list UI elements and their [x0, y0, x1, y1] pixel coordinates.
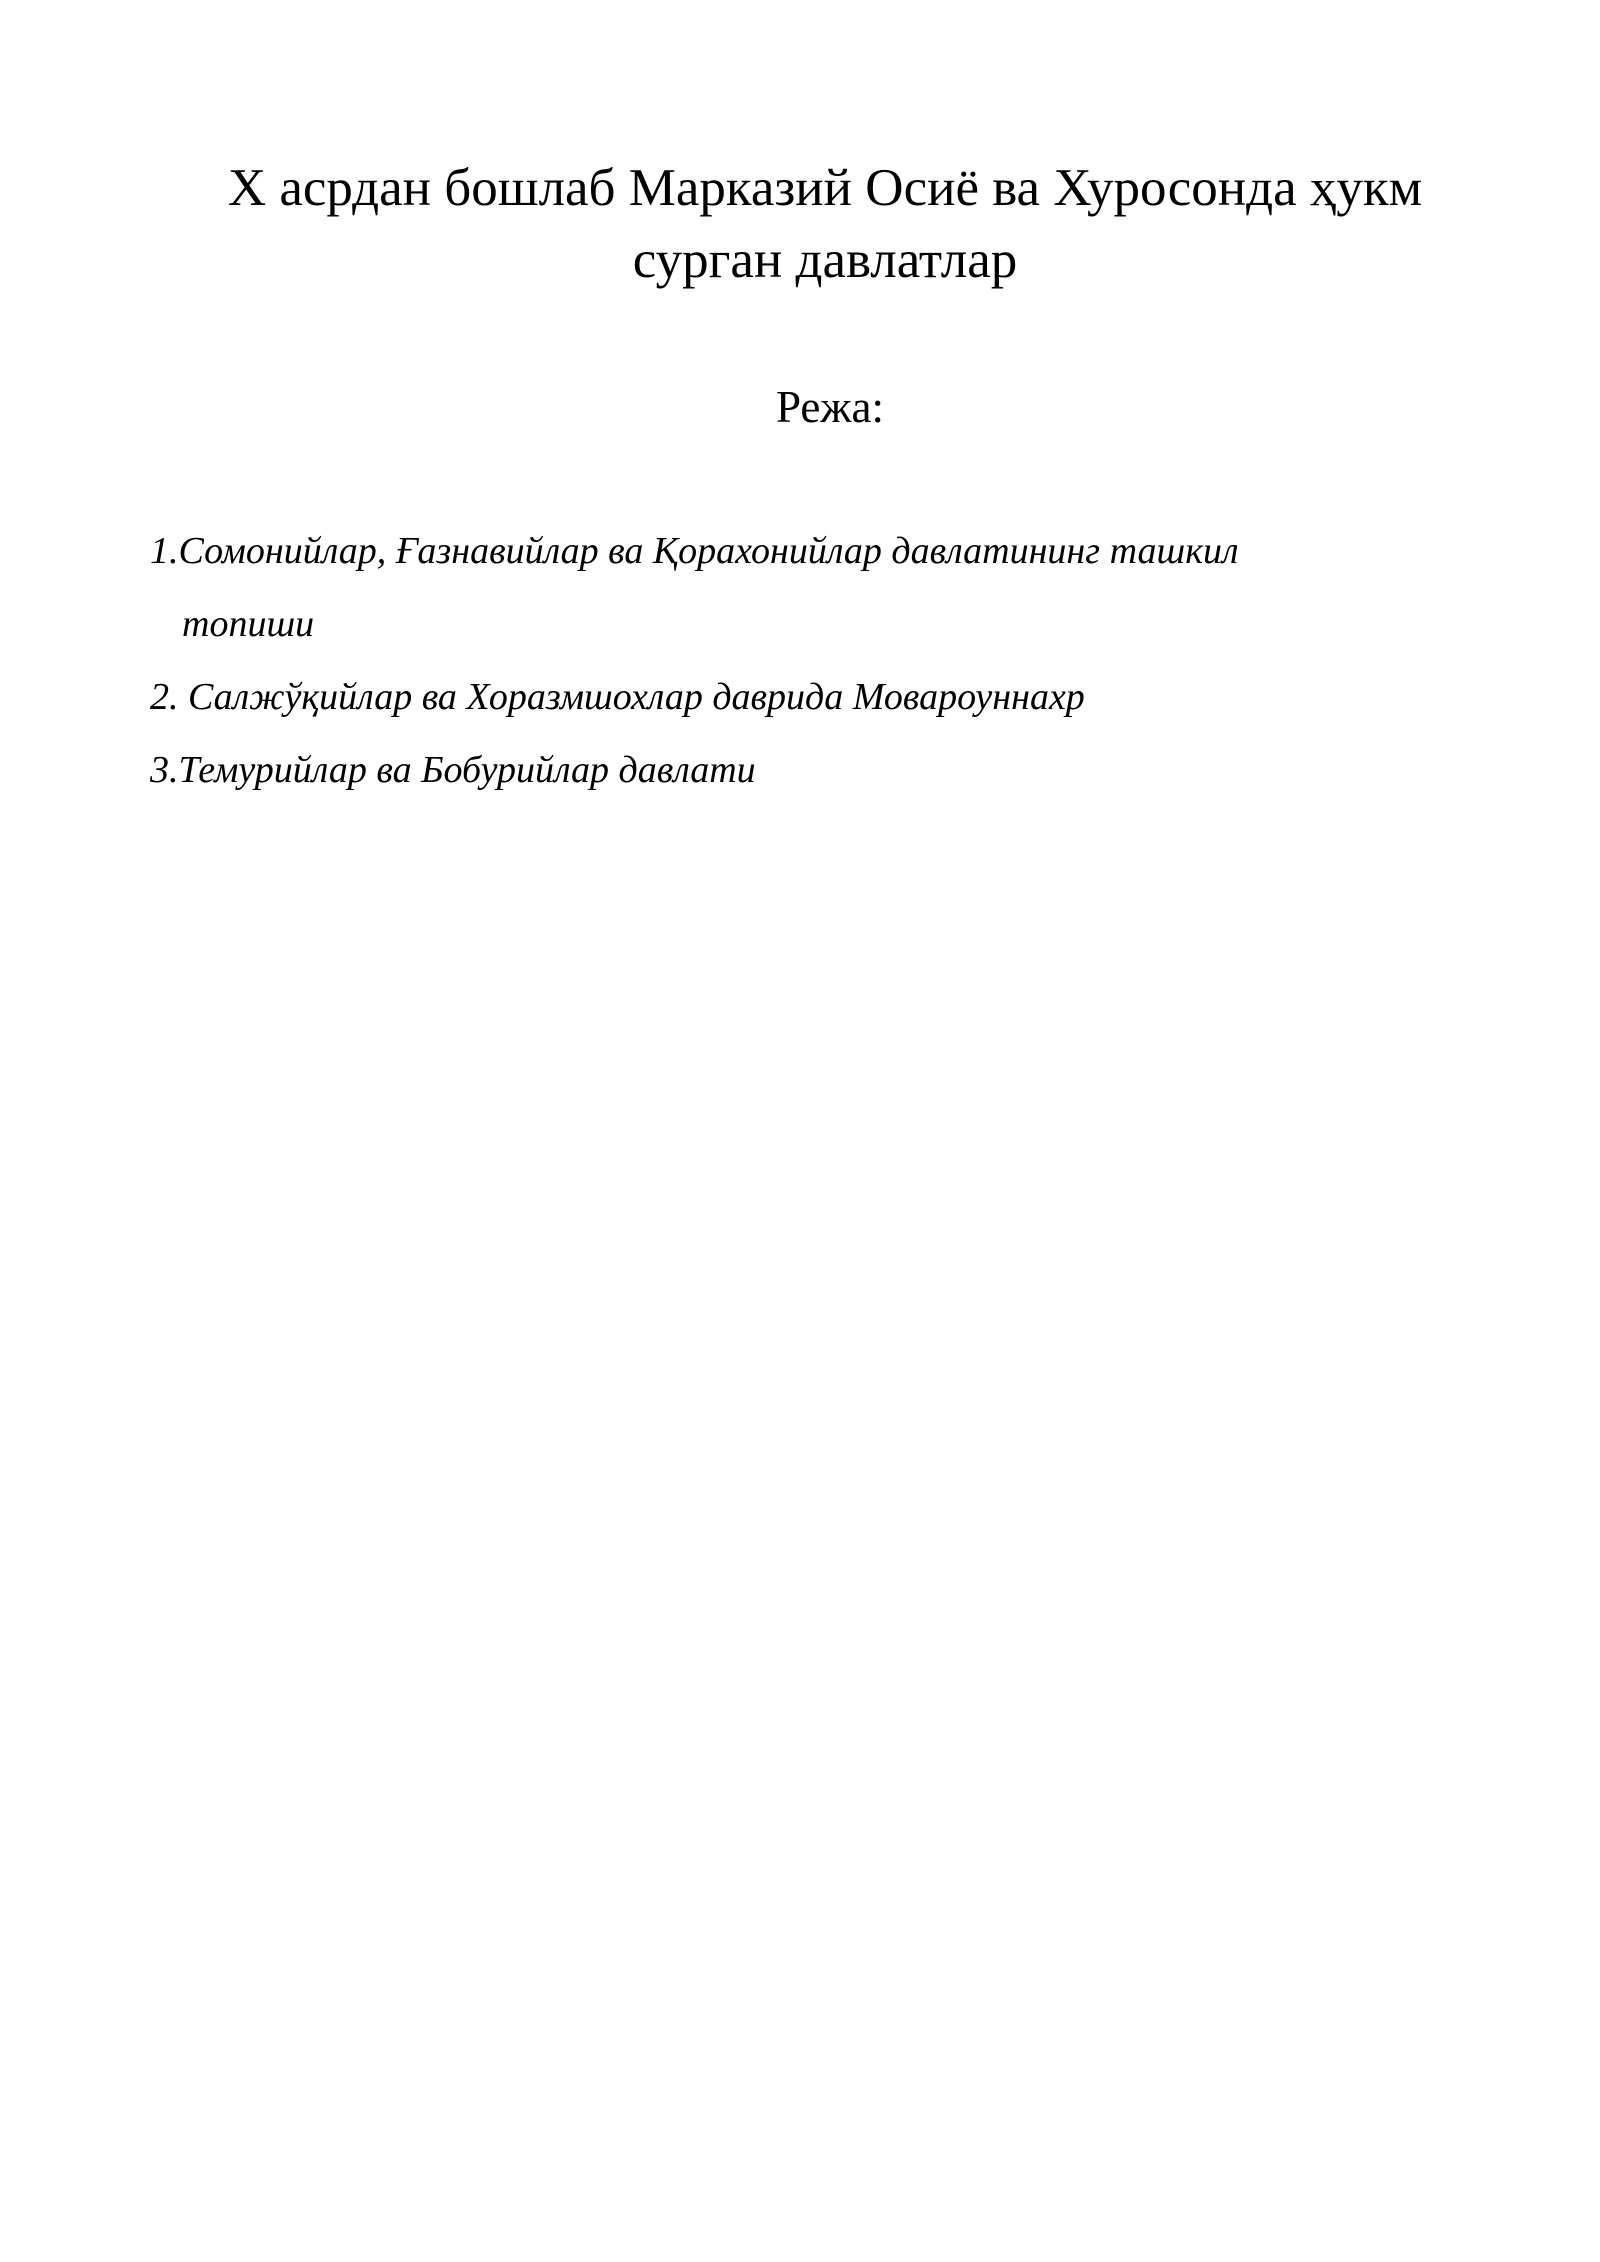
- page-title-line-2: сурган давлатлар: [632, 231, 1018, 289]
- plan-item-3: [150, 734, 1450, 807]
- plan-item-3-text: 3.Темурийлар ва Бобурийлар давлати: [150, 749, 756, 791]
- plan-item-1: [150, 515, 1450, 661]
- plan-item-1-continuation: топиши: [182, 603, 315, 645]
- page-title-line-1: X асрдан бошлаб Марказий Осиё ва Хуросонда ҳукм: [227, 159, 1423, 217]
- plan-heading: Режа:: [776, 382, 884, 432]
- plan-item-1-text: 1.Сомонийлар, Ғазнавийлар ва Қорахонийлар давлатининг ташкил: [150, 530, 1239, 572]
- page-title: [120, 152, 1530, 296]
- plan-item-2-text: 2. Салжўқийлар ва Хоразмшохлар даврида Мовароуннахр: [150, 676, 1085, 718]
- plan-item-2: [150, 661, 1450, 734]
- plan-list: [150, 515, 1450, 807]
